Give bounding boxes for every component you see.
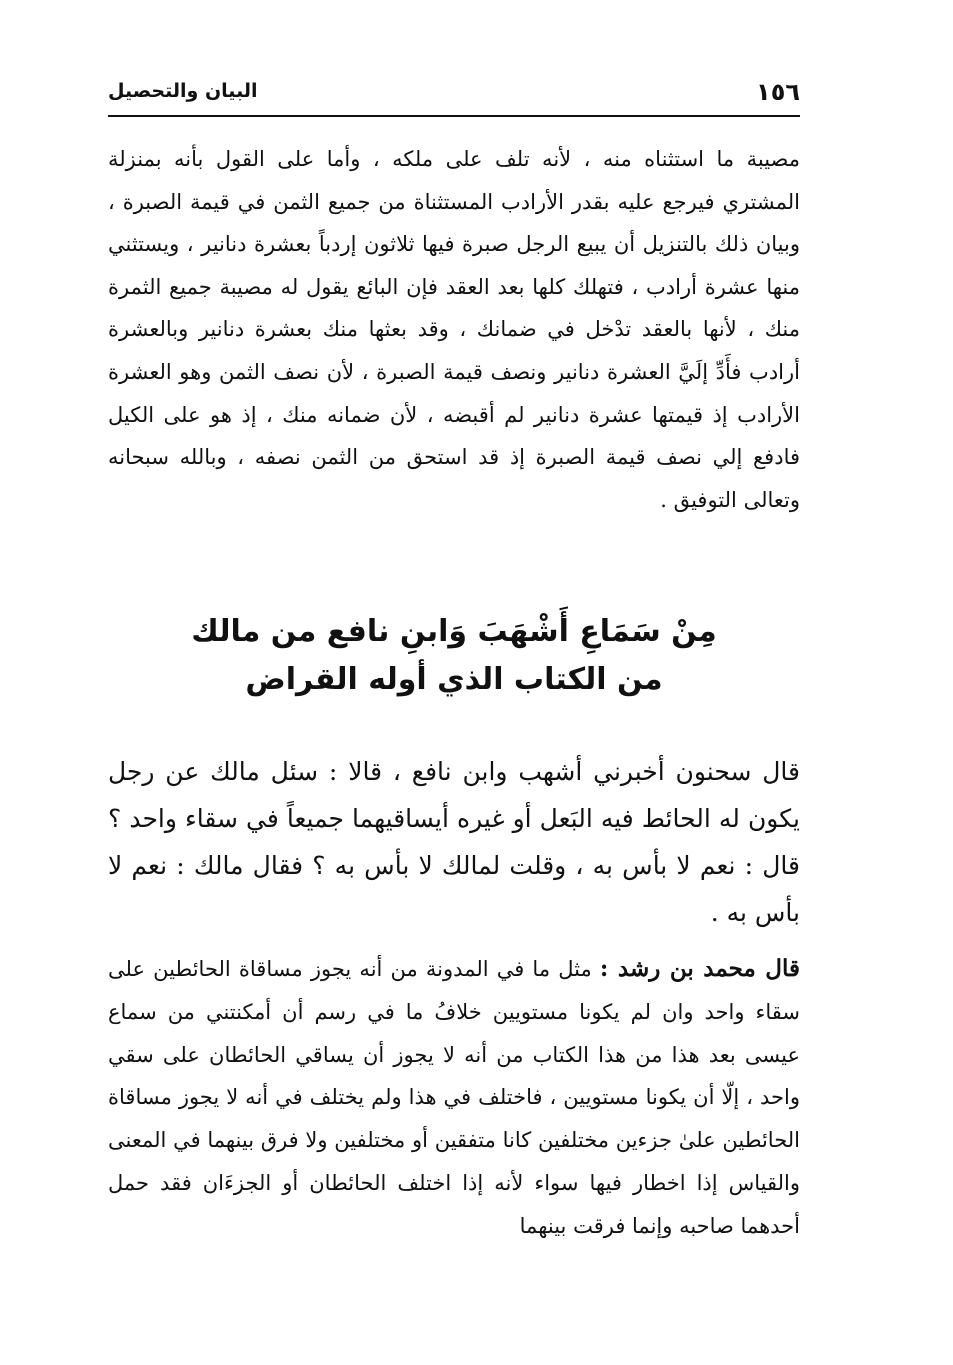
paragraph-continuation — [108, 138, 800, 521]
section-heading — [108, 608, 800, 704]
commentary-body — [108, 948, 800, 1248]
page-number: ١٥٦ — [756, 78, 800, 106]
heading-line-1: مِنْ سَمَاعِ أَشْهَبَ وَابنِ نافع من مالك — [191, 614, 717, 649]
paragraph-text: قال سحنون أخبرني أشهب وابن نافع ، قالا : سئل مالك عن رجل يكون له الحائط فيه البَعل أو غيره أيساقيهما جميعاً في سقاء واحد ؟ قال : نعم لا بأس به ، وقلت لمالك لا بأس به ؟ فقال مالك : نعم لا بأس به . — [108, 757, 800, 927]
commentary-lead: قال محمد بن رشد : — [599, 955, 800, 982]
header-divider — [108, 115, 800, 117]
commentary-text: مثل ما في المدونة من أنه يجوز مساقاة الحائطين على سقاء واحد وان لم يكونا مستويين خلافُ ما في رسم أن أمكنتني من سماع عيسى بعد هذا من هذا الكتاب من أنه لا يجوز أن يساقي الحائطان على سقي واحد ، إلّا أن يكونا مستويين ، فاختلف في هذا ولم يختلف في أنه لا يجوز مساقاة الحائطين علىٰ جزءين مختلفين كانا متفقين أو مختلفين ولا فرق بينهما في المعنى والقياس إذا اخطار فيها سواء لأنه إذا اختلف الحائطان أو الجزءَان فقد حمل أحدهما صاحبه وإنما فرقت بينهما — [108, 957, 800, 1238]
commentary-paragraph — [108, 948, 800, 1248]
page-header — [108, 78, 800, 112]
heading-line-2: من الكتاب الذي أوله القراض — [245, 662, 663, 697]
running-title: البيان والتحصيل — [108, 80, 258, 102]
paragraph-text: مصيبة ما استثناه منه ، لأنه تلف على ملكه ، وأما على القول بأنه بمنزلة المشتري فيرجع عليه بقدر الأرادب المستثناة من جميع الثمن في قيمة الصبرة ، وبيان ذلك بالتنزيل أن يبيع الرجل صبرة فيها ثلاثون إردباً بعشرة دنانير ، ويستثني منها عشرة أرادب ، فتهلك كلها بعد العقد فإن البائع يقول له مصيبة جميع الثمرة منك ، لأنها بالعقد تدْخل في ضمانك ، وقد بعثها منك بعشرة دنانير وبالعشرة أرادب فأَدِّ إلَيَّ العشرة دنانير ونصف قيمة الصبرة ، لأن نصف الثمن وهو العشرة الأرادب إذ قيمتها عشرة دنانير لم أقبضه ، لأن ضمانه منك ، إذ هو على الكيل فادفع إلي نصف قيمة الصبرة إذ قد استحق من الثمن نصفه ، وبالله سبحانه وتعالى التوفيق . — [108, 147, 800, 512]
narration-paragraph — [108, 748, 800, 936]
